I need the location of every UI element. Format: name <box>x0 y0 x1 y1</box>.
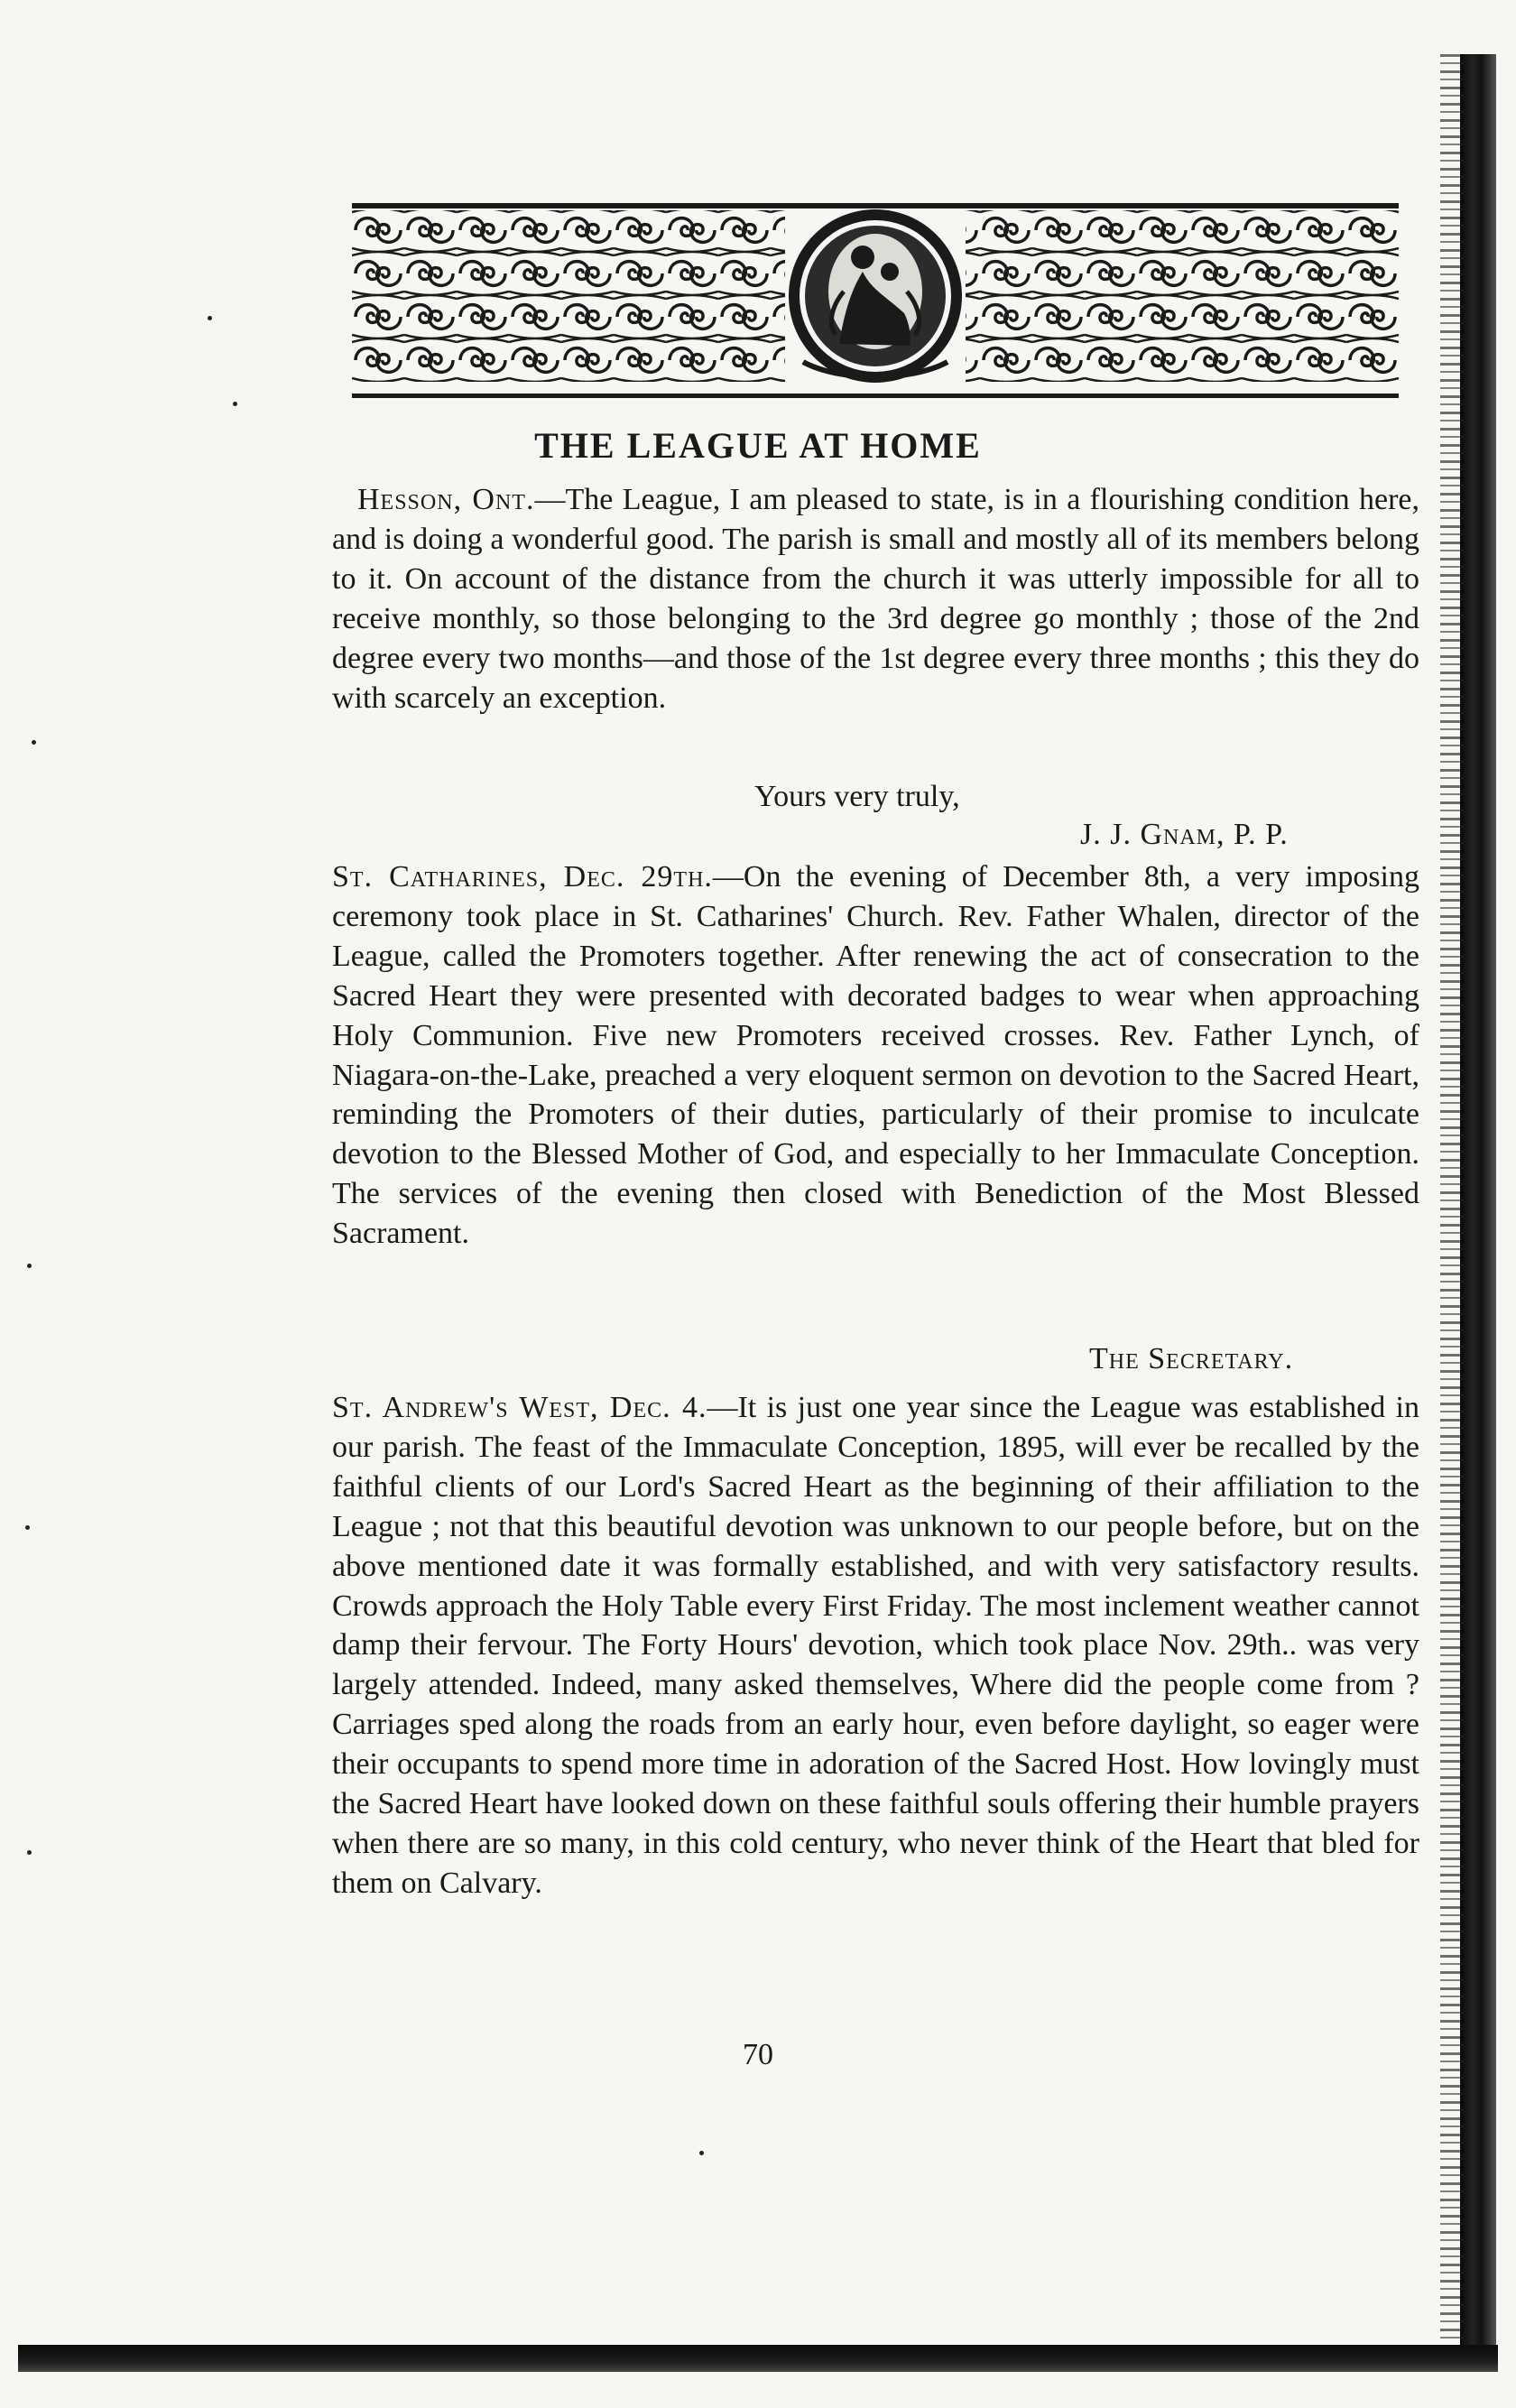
scan-speck <box>32 740 36 745</box>
article-place: Hesson, Ont. <box>357 483 535 516</box>
page-right-edge <box>1460 54 1496 2372</box>
scan-speck <box>25 1525 30 1530</box>
article-st-andrews-west <box>332 1388 1419 1903</box>
page-bottom-edge <box>18 2345 1498 2372</box>
article-signature: The Secretary. <box>1089 1342 1294 1375</box>
page-number: 70 <box>743 2038 773 2071</box>
page-right-edge-texture <box>1440 54 1464 2347</box>
headpiece-ornament-icon <box>352 208 1399 384</box>
scan-speck <box>233 402 237 406</box>
article-place: St. Andrew's West, Dec. 4. <box>332 1391 707 1424</box>
article-signature: J. J. Gnam, P. P. <box>1080 818 1289 851</box>
article-hesson <box>332 480 1419 718</box>
article-body: —The League, I am pleased to state, is in a flourishing condition here, and is doing a wonderful good. The parish is small and mostly all of its members belong to it. On account of the distance from the church it was utterly impossible for all to receive monthly, so those belonging to the 3rd degree go monthly ; those of the 2nd degree every two months—and those of the 1st degree every three months ; this they do with scarcely an exception. <box>332 483 1420 715</box>
scan-speck <box>699 2151 704 2155</box>
article-st-catharines <box>332 857 1419 1254</box>
page-title: THE LEAGUE AT HOME <box>534 425 982 466</box>
scan-speck <box>208 316 212 320</box>
article-place: St. Catharines, Dec. 29th. <box>332 860 713 894</box>
article-body: —On the evening of December 8th, a very imposing ceremony took place in St. Catharines' Church. Rev. Father Whalen, director of the League, called the Promoters together. After renewing the act of consecration to the Sacred Heart they were presented with decorated badges to wear when approaching Holy Communion. Five new Promoters received crosses. Rev. Father Lynch, of Niagara-on-the-Lake, preached a very eloquent sermon on devotion to the Sacred Heart, reminding the Promoters of their duties, particularly of their promise to inculcate devotion to the Blessed Mother of God, and especially to her Immaculate Conception. The services of the evening then closed with Benediction of the Most Blessed Sacrament. <box>332 860 1419 1251</box>
decorative-headpiece <box>352 203 1399 398</box>
scan-speck <box>27 1850 32 1855</box>
article-body: —It is just one year since the League was established in our parish. The feast of the Immaculate Conception, 1895, will ever be recalled by the faithful clients of our Lord's Sacred Heart as the beginning of their affiliation to the League ; not that this beautiful devotion was unknown to our people before, but on the above mentioned date it was formally established, and with very satisfactory results. Crowds approach the Holy Table every First Friday. The most inclement weather cannot damp their fervour. The Forty Hours' devotion, which took place Nov. 29th.. was very largely attended. Indeed, many asked themselves, Where did the people come from ? Carriages sped along the roads from an early hour, even before daylight, so eager were their occupants to spend more time in adoration of the Sacred Host. How lovingly must the Sacred Heart have looked down on these faithful souls offering their humble prayers when there are so many, in this cold century, who never think of the Heart that bled for them on Calvary. <box>332 1391 1419 1900</box>
scan-speck <box>27 1264 32 1268</box>
article-closing: Yours very truly, <box>754 780 960 813</box>
